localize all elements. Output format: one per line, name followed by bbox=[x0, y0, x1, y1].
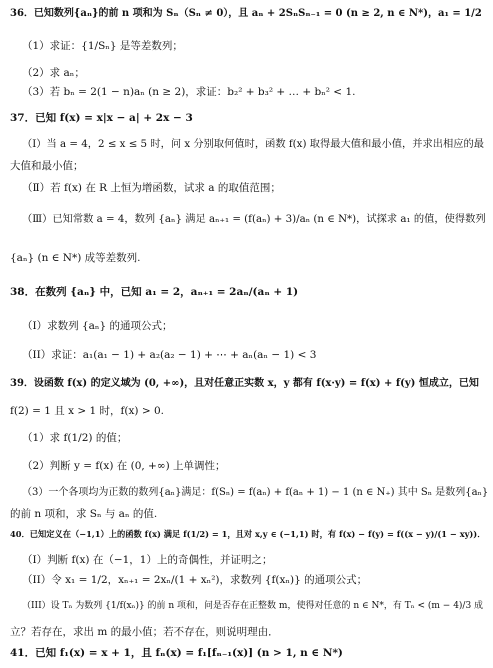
problem-39-stem: 39．设函数 f(x) 的定义域为 (0, +∞)，且对任意正实数 x，y 都有 f(x·y) = f(x) + f(y) 恒成立，已知 bbox=[10, 378, 479, 389]
problem-37-part3-line1: （Ⅲ）已知常数 a = 4，数列 {aₙ} 满足 aₙ₊₁ = (f(aₙ) + 3)/aₙ (n ∈ N*)，试探求 a₁ 的值，使得数列 bbox=[22, 213, 486, 225]
problem-39-part1: （1）求 f(1/2) 的值； bbox=[22, 432, 128, 444]
problem-38-part2: （II）求证：a₁(a₁ − 1) + a₂(a₂ − 1) + ⋯ + aₙ(aₙ − 1) < 3 bbox=[22, 349, 317, 361]
problem-40-part2: （II）令 x₁ = 1/2，xₙ₊₁ = 2xₙ/(1 + xₙ²)，求数列 {f(xₙ)} 的通项公式； bbox=[22, 574, 368, 586]
problem-38-stem: 38．在数列 {aₙ} 中，已知 a₁ = 2，aₙ₊₁ = 2aₙ/(aₙ + 1) bbox=[10, 286, 299, 298]
problem-40-part3-line1: （III）设 Tₙ 为数列 {1/f(xₙ)} 的前 n 项和，问是否存在正整数 m，使得对任意的 n ∈ N*，有 Tₙ < (m − 4)/3 成 bbox=[22, 601, 484, 611]
problem-40-stem: 40．已知定义在（−1,1）上的函数 f(x) 满足 f(1/2) = 1，且对 x,y ∈ (−1,1) 时，有 f(x) − f(y) = f((x − y)/(1 − xy))． bbox=[10, 529, 486, 539]
problem-39-part3-line1: （3）一个各项均为正数的数列{aₙ}满足：f(Sₙ) = f(aₙ) + f(aₙ + 1) − 1 (n ∈ N₊) 其中 Sₙ 是数列{aₙ} bbox=[22, 487, 489, 498]
problem-37-part3-line2: {aₙ} (n ∈ N*) 成等差数列. bbox=[10, 252, 141, 264]
problem-37-stem: 37．已知 f(x) = x|x − a| + 2x − 3 bbox=[10, 112, 193, 124]
problem-36-part1: （1）求证：{1/Sₙ} 是等差数列； bbox=[22, 40, 183, 52]
problem-36-stem: 36．已知数列{aₙ}的前 n 项和为 Sₙ（Sₙ ≠ 0），且 aₙ + 2SₙSₙ₋₁ = 0 (n ≥ 2, n ∈ N*)，a₁ = 1/2 bbox=[10, 8, 482, 19]
problem-37-part1-line2: 大值和最小值； bbox=[10, 160, 84, 172]
problem-38-part1: （I）求数列 {aₙ} 的通项公式； bbox=[22, 320, 173, 332]
problem-37-part2: （Ⅱ）若 f(x) 在 R 上恒为增函数，试求 a 的取值范围； bbox=[22, 182, 281, 194]
problem-36-part2: （2）求 aₙ； bbox=[22, 67, 85, 79]
problem-40-part1: （I）判断 f(x) 在（−1，1）上的奇偶性，并证明之； bbox=[22, 554, 273, 566]
problem-36-part3: （3）若 bₙ = 2(1 − n)aₙ (n ≥ 2)，求证：b₂² + b₃² + … + bₙ² < 1. bbox=[22, 86, 356, 98]
problem-39-condition: f(2) = 1 且 x > 1 时，f(x) > 0. bbox=[10, 405, 164, 417]
problem-39-part2: （2）判断 y = f(x) 在 (0, +∞) 上单调性； bbox=[22, 460, 226, 472]
problem-39-part3-line2: 的前 n 项和，求 Sₙ 与 aₙ 的值. bbox=[10, 508, 158, 520]
problem-41-stem: 41．已知 f₁(x) = x + 1，且 fₙ(x) = f₁[fₙ₋₁(x)] (n > 1, n ∈ N*) bbox=[10, 647, 343, 659]
problem-40-part3-line2: 立？若存在，求出 m 的最小值；若不存在，则说明理由． bbox=[10, 626, 279, 638]
problem-37-part1-line1: （Ⅰ）当 a = 4，2 ≤ x ≤ 5 时，问 x 分别取何值时，函数 f(x) 取得最大值和最小值，并求出相应的最 bbox=[22, 138, 484, 150]
